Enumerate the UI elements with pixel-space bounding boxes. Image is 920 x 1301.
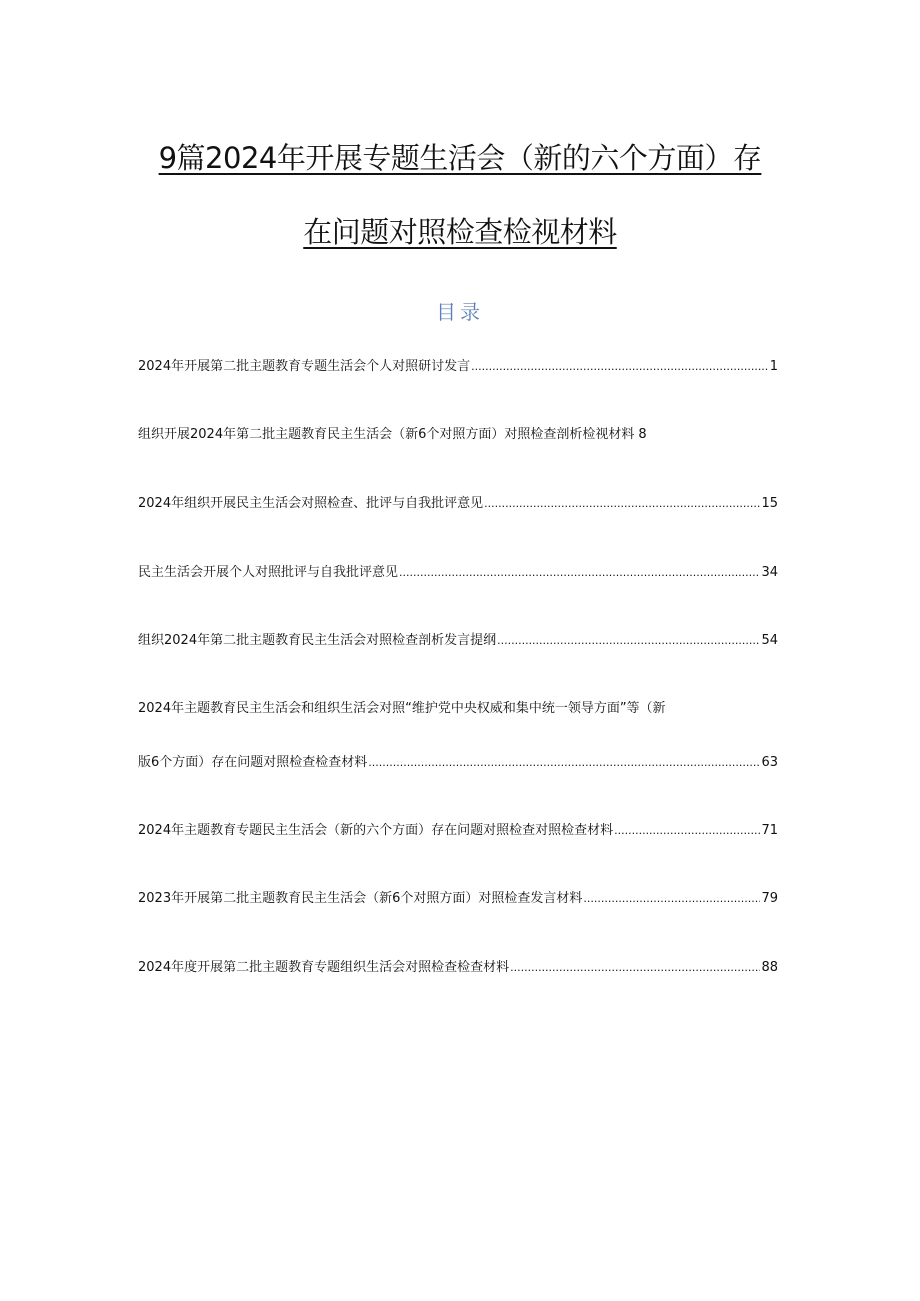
toc-entry-3[interactable] [138,493,778,515]
toc-entry-page: 1 [769,359,778,374]
toc-heading: 目录 [436,300,484,324]
toc-entry-page: 71 [761,823,778,838]
document-title-line-2 [0,212,920,252]
document-title-line-1 [0,138,920,178]
toc-entry-6[interactable] [138,752,778,774]
toc-entry-text: 组织2024年第二批主题教育民主生活会对照检查剖析发言提纲 [138,633,497,648]
toc-entry-page: 15 [761,496,778,511]
toc-leader-dots [399,562,760,584]
toc-entry-page: 79 [761,891,778,906]
toc-entry-page: 8 [638,427,647,442]
toc-entry-text: 组织开展2024年第二批主题教育民主生活会（新6个对照方面）对照检查剖析检视材料 [138,427,635,442]
toc-entry-5[interactable] [138,630,778,652]
toc-leader-dots [510,957,760,979]
toc-entry-6-line-1[interactable] [138,698,778,720]
title-line-2-text: 在问题对照检查检视材料 [303,215,617,249]
toc-entry-page: 34 [761,565,778,580]
title-line-1-text: 9篇2024年开展专题生活会（新的六个方面）存 [158,141,762,175]
toc-entry-page: 88 [761,960,778,975]
toc-entry-page: 54 [761,633,778,648]
toc-entry-9[interactable] [138,957,778,979]
toc-entry-text: 2024年度开展第二批主题教育专题组织生活会对照检查检查材料 [138,960,510,975]
toc-leader-dots [484,493,760,515]
toc-leader-dots [497,630,760,652]
toc-leader-dots [471,356,769,378]
toc-entry-2[interactable] [138,424,778,446]
toc-entry-text: 2024年开展第二批主题教育专题生活会个人对照研讨发言 [138,359,471,374]
toc-entry-text: 民主生活会开展个人对照批评与自我批评意见 [138,565,399,580]
toc-entry-1[interactable] [138,356,778,378]
toc-entry-text: 2023年开展第二批主题教育民主生活会（新6个对照方面）对照检查发言材料 [138,891,583,906]
toc-entry-text: 2024年主题教育民主生活会和组织生活会对照“维护党中央权威和集中统一领导方面”等（新 [138,701,666,716]
toc-entry-8[interactable] [138,888,778,910]
toc-entry-7[interactable] [138,820,778,842]
toc-entry-text: 版6个方面）存在问题对照检查检查材料 [138,755,368,770]
toc-entry-4[interactable] [138,562,778,584]
toc-entry-page: 63 [761,755,778,770]
toc-leader-dots [614,820,760,842]
toc-leader-dots [368,752,760,774]
toc-entry-text: 2024年组织开展民主生活会对照检查、批评与自我批评意见 [138,496,484,511]
toc-leader-dots [583,888,760,910]
toc-entry-text: 2024年主题教育专题民主生活会（新的六个方面）存在问题对照检查对照检查材料 [138,823,614,838]
